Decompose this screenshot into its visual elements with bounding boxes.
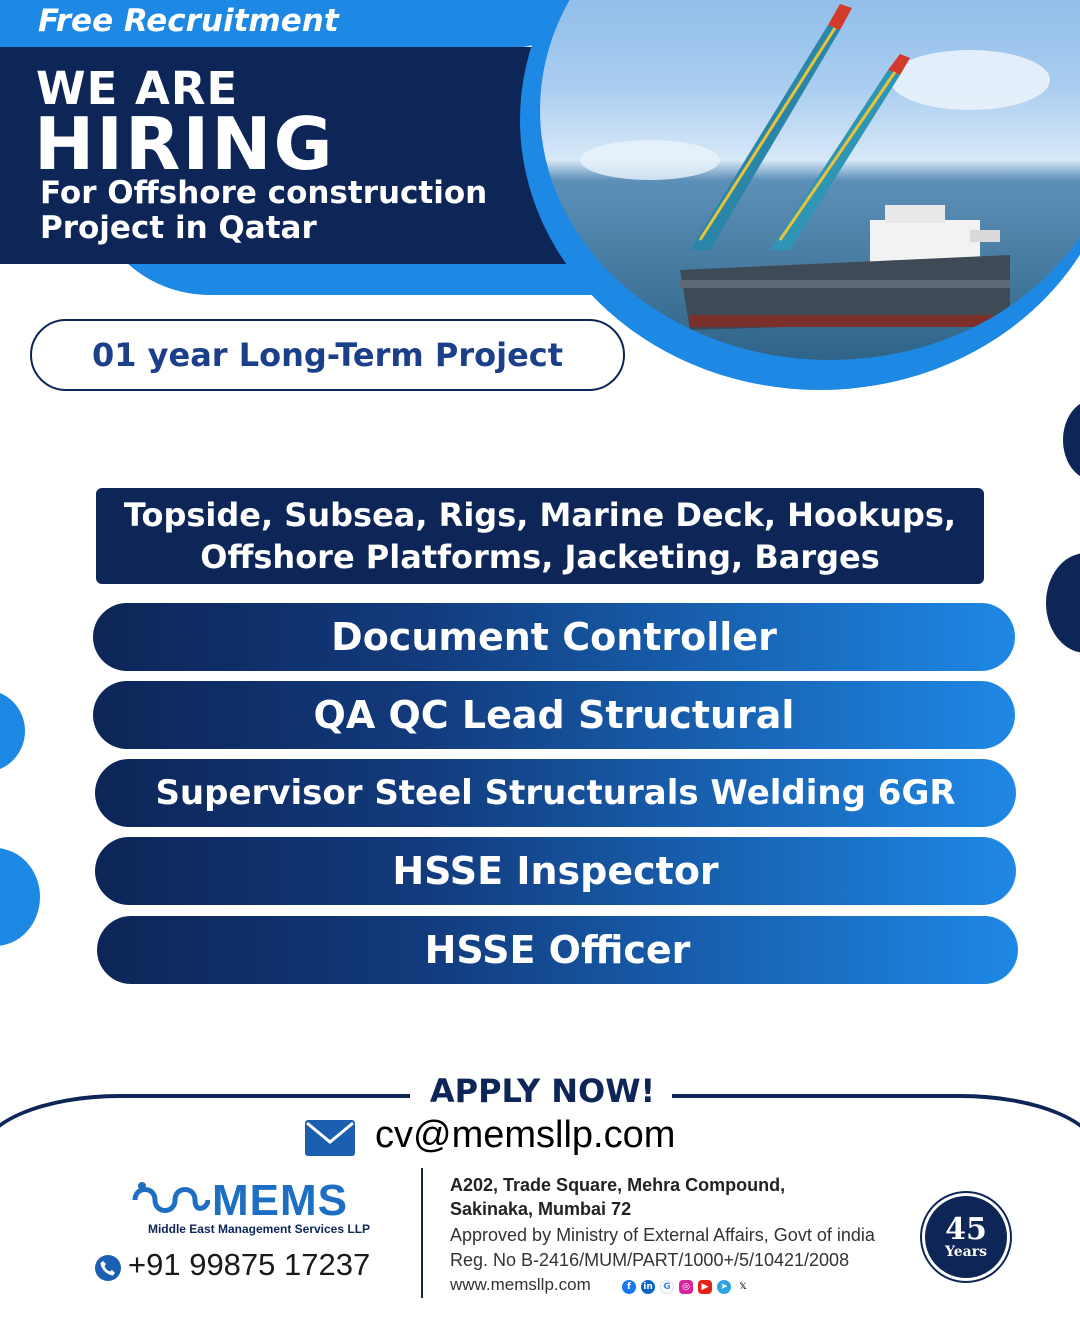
footer-line-right: [672, 1094, 962, 1098]
subtitle-line-2: Project in Qatar: [40, 210, 317, 246]
job-bar: [95, 759, 1016, 827]
phone-number[interactable]: +91 99875 17237: [128, 1247, 371, 1282]
youtube-icon[interactable]: ▶: [698, 1280, 712, 1294]
duration-pill: [30, 319, 625, 391]
company-full-name: Middle East Management Services LLP: [147, 1222, 371, 1236]
job-bar: [97, 916, 1018, 984]
free-recruitment-text: Free Recruitment: [38, 3, 339, 39]
footer-divider: [421, 1168, 423, 1298]
job-bar: [93, 681, 1015, 749]
phone-icon: [95, 1255, 121, 1281]
decor-blob-right-top: [1063, 400, 1080, 480]
sectors-line-1: Topside, Subsea, Rigs, Marine Deck, Hookups,: [123, 496, 957, 534]
we-are-heading: WE ARE: [36, 62, 239, 115]
project-subtitle: [40, 176, 487, 246]
subtitle-line-1: For Offshore construction: [40, 175, 488, 211]
job-title: Document Controller: [331, 615, 777, 659]
social-icons: [622, 1280, 750, 1294]
email-link[interactable]: cv@memsllp.com: [375, 1114, 676, 1156]
approval-text: Approved by Ministry of External Affairs, Govt of india: [450, 1225, 875, 1245]
job-bar: [93, 603, 1015, 671]
telegram-icon[interactable]: ➤: [717, 1280, 731, 1294]
decor-blob-right-mid: [1046, 553, 1080, 653]
hiring-heading: HIRING: [34, 102, 335, 186]
job-bar: [95, 837, 1016, 905]
job-title: Supervisor Steel Structurals Welding 6GR: [155, 773, 956, 813]
job-title: HSSE Officer: [424, 928, 691, 972]
badge-label: Years: [944, 1244, 987, 1260]
instagram-icon[interactable]: ◎: [679, 1280, 693, 1294]
sectors-box: [96, 488, 984, 584]
job-title: QA QC Lead Structural: [313, 693, 795, 737]
google-icon[interactable]: G: [660, 1280, 674, 1294]
address-line-2: Sakinaka, Mumbai 72: [450, 1199, 632, 1219]
footer-curve-right: [940, 1094, 1080, 1154]
facebook-icon[interactable]: f: [622, 1280, 636, 1294]
envelope-icon: [305, 1120, 355, 1156]
decor-blob-left-top: [0, 690, 25, 772]
footer-line-left: [120, 1094, 410, 1098]
decor-blob-left-bottom: [0, 848, 40, 946]
badge-number: 45: [945, 1212, 987, 1247]
footer-curve-left: [0, 1094, 140, 1154]
linkedin-icon[interactable]: in: [641, 1280, 655, 1294]
address-line-1: A202, Trade Square, Mehra Compound,: [450, 1175, 786, 1195]
sectors-line-2: Offshore Platforms, Jacketing, Barges: [200, 538, 880, 576]
x-icon[interactable]: 𝕏: [736, 1280, 750, 1294]
apply-now-heading: APPLY NOW!: [429, 1072, 656, 1110]
job-title: HSSE Inspector: [392, 849, 719, 893]
duration-text: 01 year Long-Term Project: [91, 336, 564, 374]
anniversary-badge: [922, 1193, 1010, 1281]
registration-number: Reg. No B-2416/MUM/PART/1000+/5/10421/2008: [450, 1250, 850, 1270]
crane-vessel-photo: [540, 0, 1080, 360]
website-link[interactable]: www.memsllp.com: [450, 1275, 591, 1294]
mems-logo-text: MEMS: [212, 1176, 348, 1225]
